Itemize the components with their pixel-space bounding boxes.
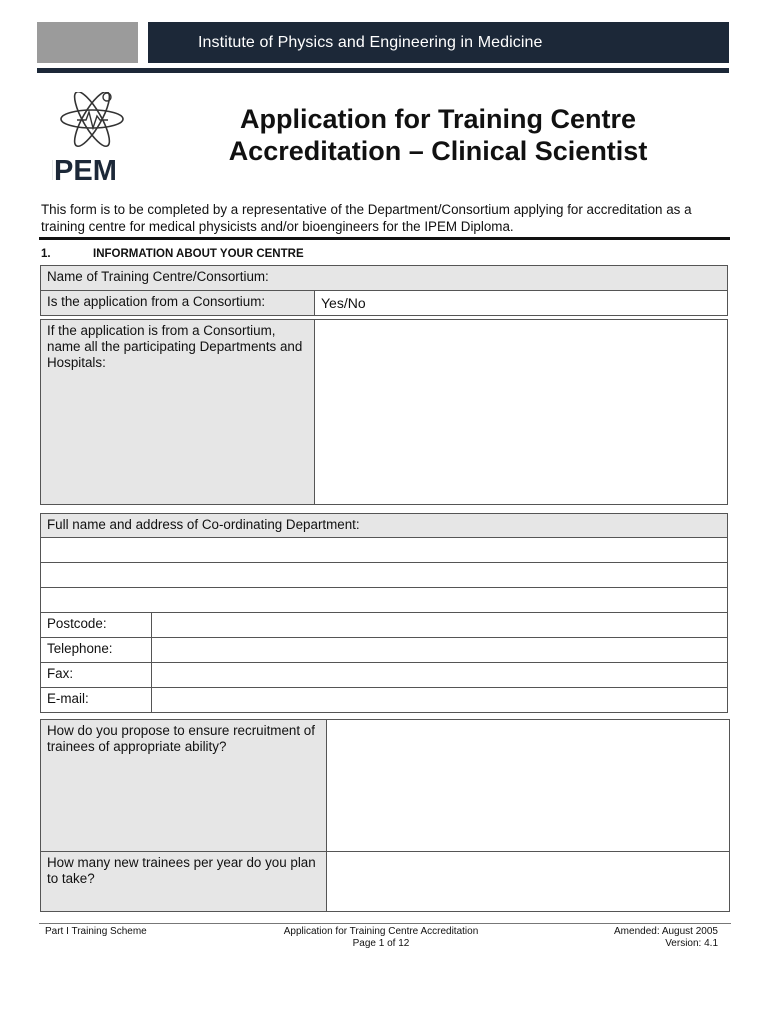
centre-name-field[interactable]	[40, 265, 728, 291]
telephone-label-cell	[40, 637, 152, 663]
consortium-answer-field[interactable]	[314, 290, 728, 316]
consortium-label-cell	[40, 290, 315, 316]
version: Version: 4.1	[665, 938, 718, 949]
intro-text: This form is to be completed by a representative of the Department/Consortium applying for accreditation as a training centre for medical physicists and/or bioengineers for the IPEM Diploma.	[41, 202, 692, 234]
intro-rule	[39, 237, 730, 240]
footer-right	[540, 926, 718, 950]
footer-rule	[39, 923, 731, 924]
trainees-label-cell	[40, 851, 327, 912]
fax-label-cell	[40, 662, 152, 688]
participants-label-cell	[40, 319, 315, 505]
address-line-1-field[interactable]	[40, 537, 728, 563]
footer-center	[231, 926, 531, 950]
footer-left: Part I Training Scheme	[45, 926, 147, 937]
centre-name-label: Name of Training Centre/Consortium:	[47, 269, 269, 284]
recruitment-field[interactable]	[326, 719, 730, 852]
consortium-value: Yes/No	[321, 295, 366, 311]
address-label-cell	[40, 513, 728, 538]
consortium-label: Is the application from a Consortium:	[47, 294, 266, 309]
telephone-label: Telephone:	[47, 641, 113, 656]
header-rule	[37, 68, 729, 73]
email-label-cell	[40, 687, 152, 713]
title-line-2: Accreditation – Clinical Scientist	[228, 136, 648, 166]
page-number: Page 1 of 12	[352, 938, 410, 949]
logo-text: IPEM	[52, 155, 117, 184]
section-title: INFORMATION ABOUT YOUR CENTRE	[93, 248, 304, 260]
recruitment-label-cell	[40, 719, 327, 852]
participants-label: If the application is from a Consortium, name all the participating Departments and Hospitals:	[47, 323, 303, 370]
fax-field[interactable]	[151, 662, 728, 688]
trainees-field[interactable]	[326, 851, 730, 912]
fax-label: Fax:	[47, 666, 74, 681]
email-label: E-mail:	[47, 691, 89, 706]
postcode-label: Postcode:	[47, 616, 107, 631]
address-line-3-field[interactable]	[40, 587, 728, 613]
title-line-1: Application for Training Centre	[239, 104, 637, 134]
address-line-2-field[interactable]	[40, 562, 728, 588]
atom-icon	[52, 92, 144, 184]
recruitment-label: How do you propose to ensure recruitment of trainees of appropriate ability?	[47, 723, 315, 754]
header-gray-block	[37, 22, 138, 63]
amended-date: Amended: August 2005	[614, 926, 718, 937]
postcode-label-cell	[40, 612, 152, 638]
postcode-field[interactable]	[151, 612, 728, 638]
page-title	[160, 103, 716, 167]
telephone-field[interactable]	[151, 637, 728, 663]
section-number: 1.	[41, 248, 51, 260]
institute-name: Institute of Physics and Engineering in Medicine	[198, 33, 543, 51]
ipem-logo	[52, 92, 144, 184]
header-banner	[148, 22, 729, 63]
trainees-label: How many new trainees per year do you plan to take?	[47, 855, 316, 886]
email-field[interactable]	[151, 687, 728, 713]
footer-center-title: Application for Training Centre Accreditation	[283, 926, 479, 937]
participants-field[interactable]	[314, 319, 728, 505]
address-label: Full name and address of Co-ordinating Department:	[47, 517, 360, 532]
